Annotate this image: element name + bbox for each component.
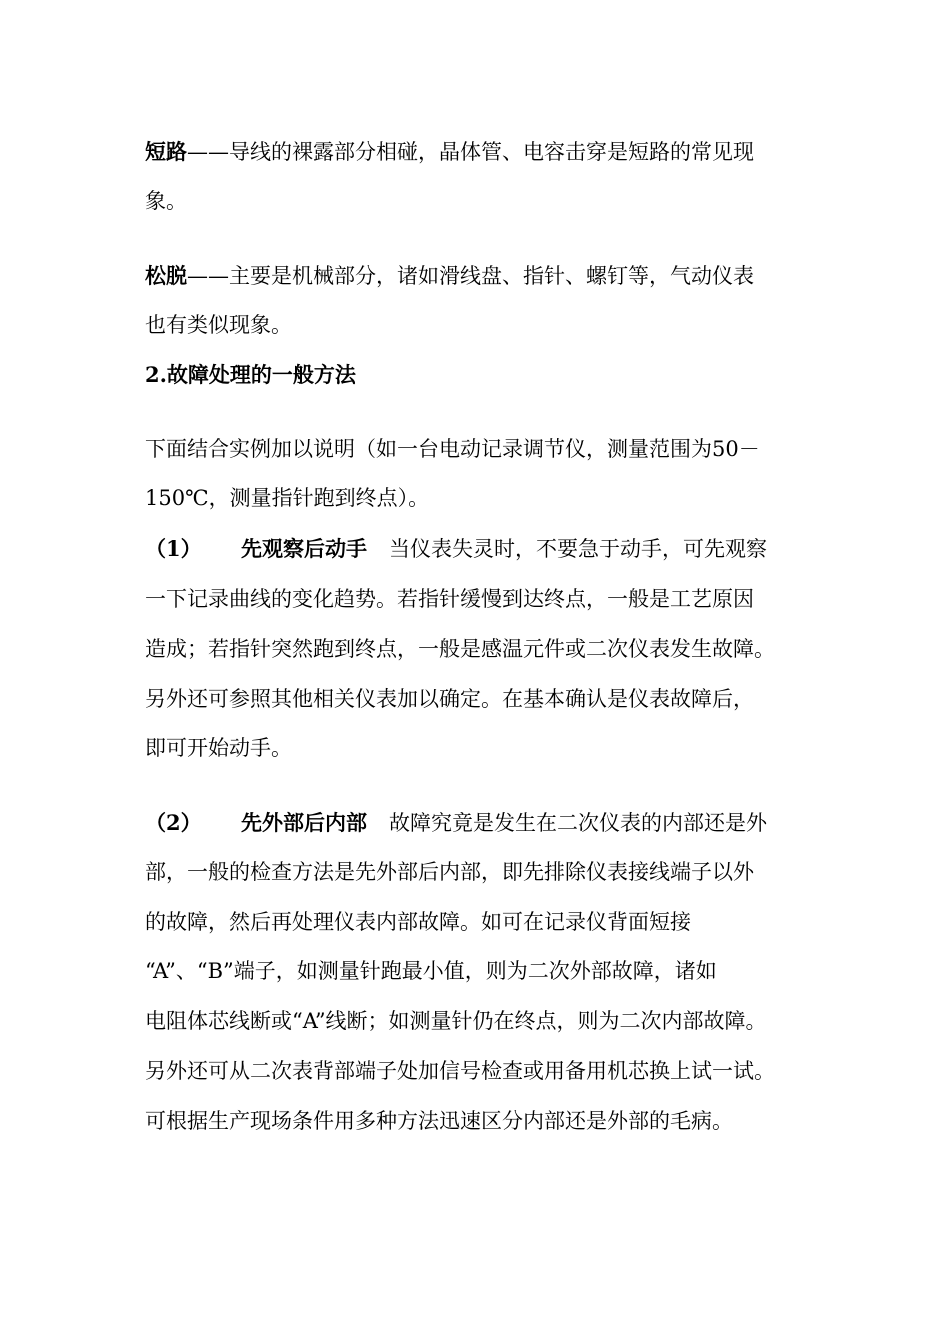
paragraph-short-circuit-line-1 (145, 137, 754, 167)
item-1-line-1 (145, 534, 767, 564)
item-2-title: 先外部后内部 (241, 810, 367, 835)
item-2-line-1 (145, 808, 767, 838)
term-loose: 松脱 (145, 263, 187, 288)
paragraph-loose-line-1 (145, 261, 754, 291)
item-1-line-2: 一下记录曲线的变化趋势。若指针缓慢到达终点，一般是工艺原因 (145, 587, 754, 611)
intro-line-2: 150℃，测量指针跑到终点）。 (145, 486, 430, 510)
item-2-line-7: 可根据生产现场条件用多种方法迅速区分内部还是外部的毛病。 (145, 1109, 733, 1133)
item-1-title: 先观察后动手 (241, 536, 367, 561)
item-2-line-6: 另外还可从二次表背部端子处加信号检查或用备用机芯换上试一试。 (145, 1059, 775, 1083)
paragraph-loose-line-2: 也有类似现象。 (145, 313, 292, 337)
item-2-line-2: 部，一般的检查方法是先外部后内部，即先排除仪表接线端子以外 (145, 860, 754, 884)
short-circuit-definition: ——导线的裸露部分相碰，晶体管、电容击穿是短路的常见现 (187, 140, 754, 164)
item-1-text: 当仪表失灵时，不要急于动手，可先观察 (389, 537, 767, 561)
item-1-number: （1） (145, 536, 202, 561)
item-2-line-3: 的故障，然后再处理仪表内部故障。如可在记录仪背面短接 (145, 910, 691, 934)
term-short-circuit: 短路 (145, 139, 187, 164)
item-2-text: 故障究竟是发生在二次仪表的内部还是外 (389, 811, 767, 835)
item-2-line-5: 电阻体芯线断或“A”线断；如测量针仍在终点，则为二次内部故障。 (145, 1009, 767, 1033)
paragraph-short-circuit-line-2: 象。 (145, 189, 187, 213)
item-1-line-3: 造成；若指针突然跑到终点，一般是感温元件或二次仪表发生故障。 (145, 637, 775, 661)
item-1-line-4: 另外还可参照其他相关仪表加以确定。在基本确认是仪表故障后， (145, 687, 754, 711)
item-2-number: （2） (145, 810, 202, 835)
intro-line-1: 下面结合实例加以说明（如一台电动记录调节仪，测量范围为50－ (145, 437, 760, 461)
item-1-line-5: 即可开始动手。 (145, 736, 292, 760)
section-heading: 2.故障处理的一般方法 (145, 362, 356, 387)
loose-definition: ——主要是机械部分，诸如滑线盘、指针、螺钉等，气动仪表 (187, 264, 754, 288)
item-2-line-4: “A”、“B”端子，如测量针跑最小值，则为二次外部故障，诸如 (145, 959, 717, 983)
